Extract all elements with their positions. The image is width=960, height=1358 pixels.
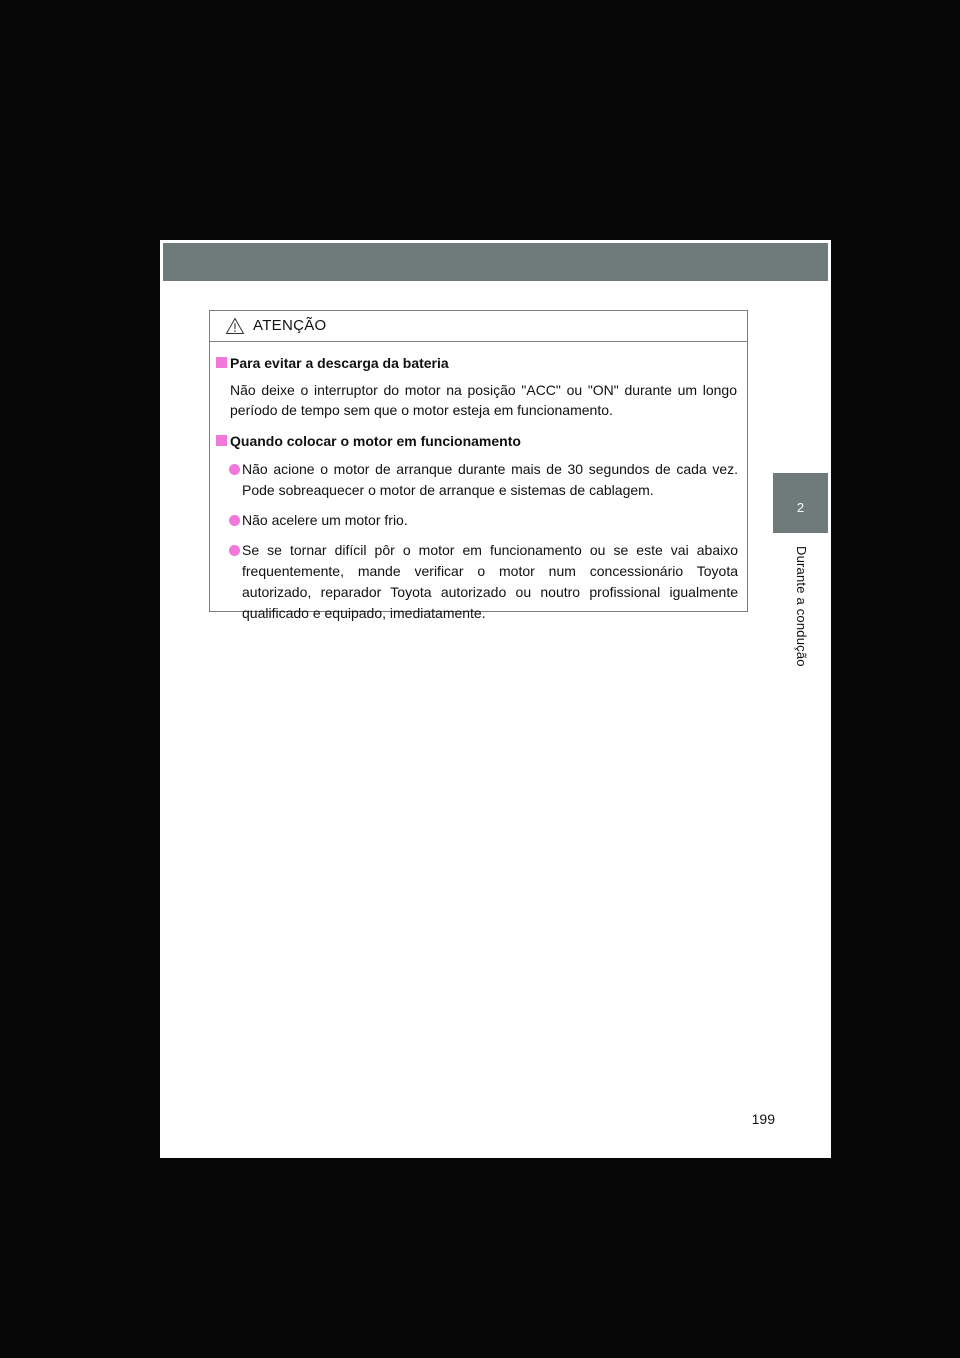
square-bullet-icon [216, 357, 227, 368]
round-bullet-icon [229, 545, 240, 556]
page-header-band [163, 243, 828, 281]
section-heading-text: Para evitar a descarga da bateria [230, 355, 449, 371]
warning-box [209, 310, 748, 621]
section-heading-battery [216, 353, 747, 373]
chapter-number: 2 [796, 500, 805, 515]
list-item [230, 540, 738, 624]
manual-page [160, 240, 831, 1158]
warning-section-starting [210, 431, 747, 624]
warning-section-battery [210, 353, 747, 420]
list-item [230, 510, 738, 531]
round-bullet-icon [229, 464, 240, 475]
list-item [230, 459, 738, 501]
round-bullet-icon [229, 515, 240, 526]
list-item-text: Se se tornar difícil pôr o motor em funcionamento ou se este vai abaixo frequentemente, mande verificar o motor num concessionário Toyota autorizado, reparador Toyota autorizado ou noutro profissional igualmente qualificado e equipado, imediatamente. [242, 542, 738, 621]
section-heading-starting [216, 431, 747, 451]
list-item-text: Não acelere um motor frio. [242, 512, 408, 528]
warning-triangle-icon [225, 317, 245, 335]
list-item-text: Não acione o motor de arranque durante mais de 30 segundos de cada vez. Pode sobreaquecer o motor de arranque e sistemas de cablagem. [242, 461, 738, 498]
chapter-title: Durante a condução [794, 546, 809, 667]
warning-title: ATENÇÃO [253, 317, 327, 334]
square-bullet-icon [216, 435, 227, 446]
warning-header [210, 311, 747, 342]
page-number: 199 [751, 1111, 775, 1127]
section-heading-text: Quando colocar o motor em funcionamento [230, 433, 521, 449]
warning-content [210, 353, 747, 624]
battery-warning-text: Não deixe o interruptor do motor na posição "ACC" ou "ON" durante um longo período de tempo sem que o motor esteja em funcionamento. [230, 382, 737, 418]
chapter-tab [773, 473, 828, 533]
